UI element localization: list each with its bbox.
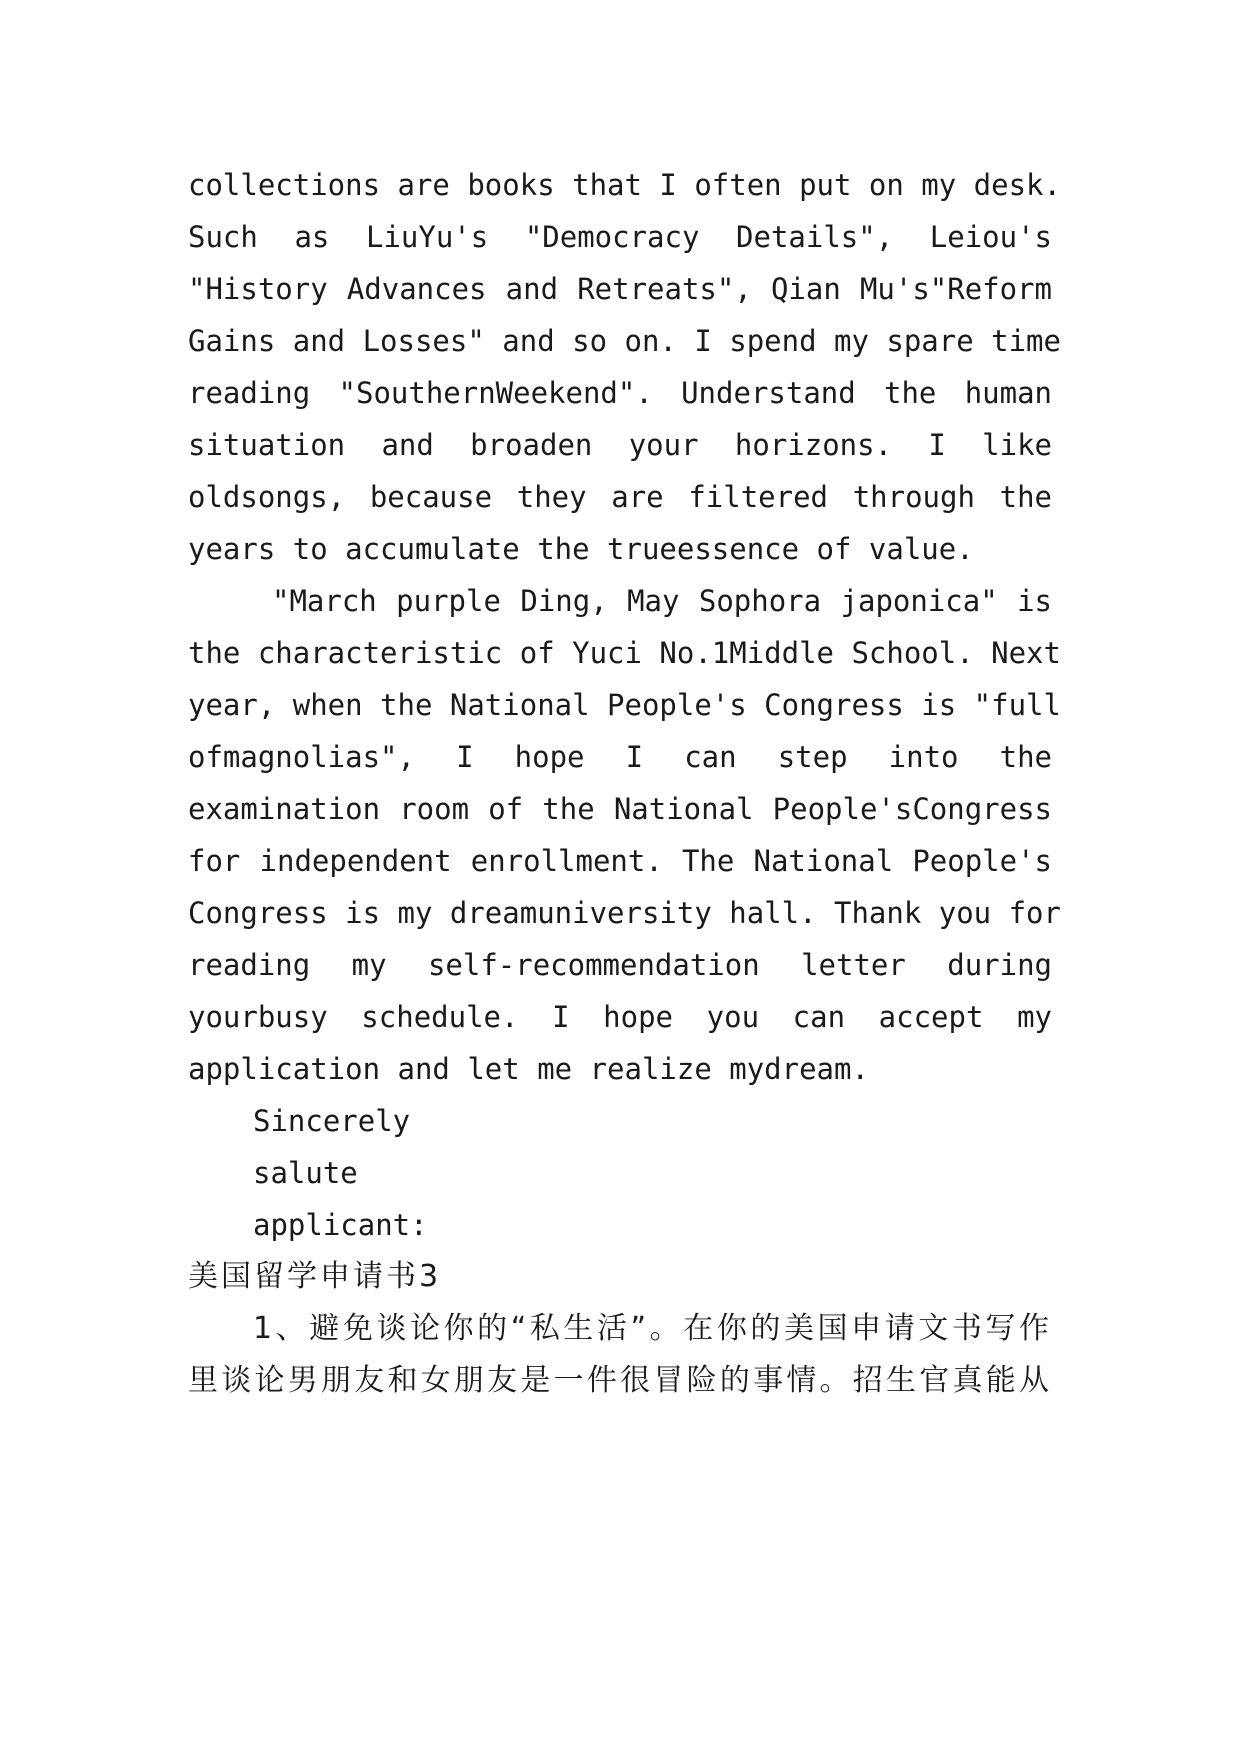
paragraph-2-line: Congress is my dreamuniversity hall. Thank you for (188, 896, 1061, 930)
paragraph-1-line: oldsongs, because they are filtered through the (188, 480, 1052, 514)
paragraph-1-line: "History Advances and Retreats", Qian Mu's"Reform (188, 272, 1052, 306)
paragraph-2-line: year, when the National People's Congress is "full (188, 688, 1061, 722)
paragraph-2-line: examination room of the National People'sCongress (188, 792, 1052, 826)
closing-applicant: applicant: (253, 1208, 428, 1242)
paragraph-1-line: reading "SouthernWeekend". Understand the human (188, 376, 1052, 410)
paragraph-2-line: yourbusy schedule. I hope you can accept my (188, 1000, 1052, 1034)
closing-salute: salute (253, 1156, 358, 1190)
paragraph-1-line: Gains and Losses" and so on. I spend my spare time (188, 324, 1061, 358)
paragraph-2-line: ofmagnolias", I hope I can step into the (188, 740, 1052, 774)
closing-sincerely: Sincerely (253, 1104, 411, 1138)
section-heading: 美国留学申请书3 (188, 1259, 442, 1294)
paragraph-2-line: the characteristic of Yuci No.1Middle School. Next (188, 636, 1061, 670)
paragraph-2-line: for independent enrollment. The National People's (188, 844, 1052, 878)
cjk-paragraph-line: 里谈论男朋友和女朋友是一件很冒险的事情。招生官真能从 (188, 1363, 1052, 1398)
paragraph-1-line: Such as LiuYu's "Democracy Details", Leiou's (188, 220, 1052, 254)
paragraph-2-line: "March purple Ding, May Sophora japonica" is (272, 584, 1052, 618)
cjk-paragraph-line: 1、避免谈论你的“私生活”。在你的美国申请文书写作 (253, 1311, 1052, 1346)
paragraph-1-line: years to accumulate the trueessence of value. (188, 532, 974, 566)
paragraph-2-line: application and let me realize mydream. (188, 1052, 869, 1086)
paragraph-1-line: situation and broaden your horizons. I like (188, 428, 1052, 462)
paragraph-1-line: collections are books that I often put on my desk. (188, 168, 1061, 202)
paragraph-2-line: reading my self-recommendation letter during (188, 948, 1052, 982)
